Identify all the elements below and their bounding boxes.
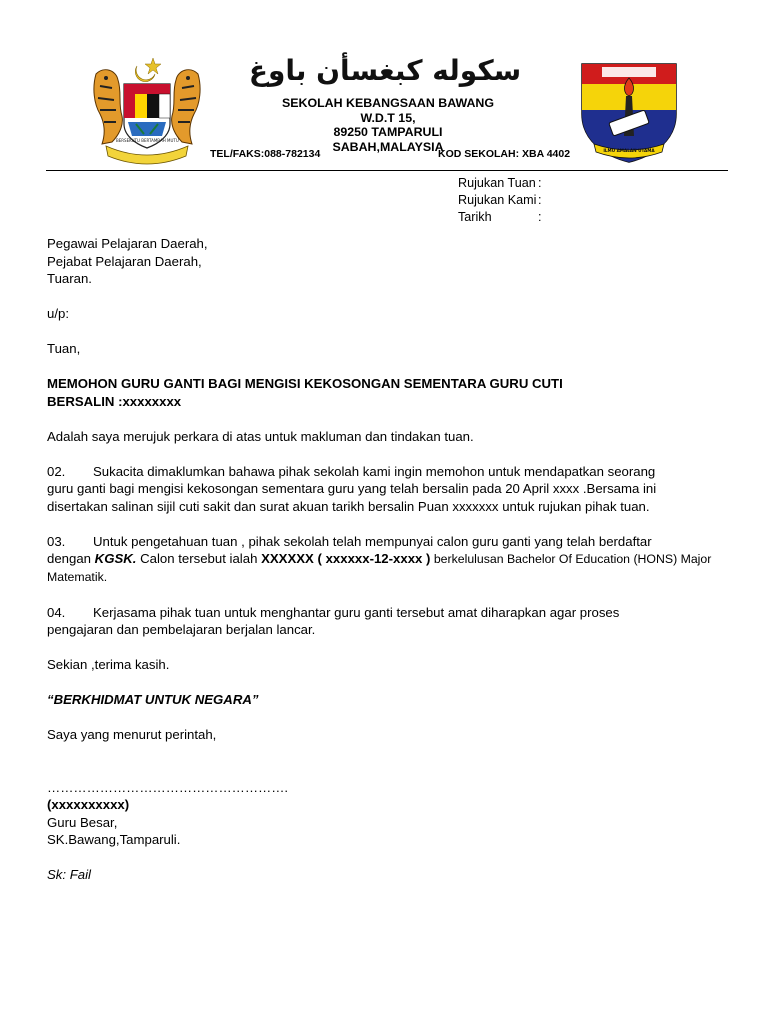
ref-label-rujukan-kami: Rujukan Kami xyxy=(458,193,537,207)
ref-colon: : xyxy=(538,193,542,207)
reference-block xyxy=(458,175,548,226)
paragraph-04-line-1: 04. Kerjasama pihak tuan untuk menghantar guru ganti tersebut amat diharapkan agar proses xyxy=(47,604,620,620)
motto: “BERKHIDMAT UNTUK NEGARA” xyxy=(47,692,259,707)
attention-line: u/p: xyxy=(47,306,69,321)
svg-text:سكوله كبغسأن باوغ: سكوله كبغسأن باوغ xyxy=(248,54,522,87)
recipient-line-3: Tuaran. xyxy=(47,271,92,286)
ref-colon: : xyxy=(538,210,542,224)
ref-label-tarikh: Tarikh xyxy=(458,210,492,224)
jawi-school-name xyxy=(248,48,522,92)
recipient-line-2: Pejabat Pelajaran Daerah, xyxy=(47,253,202,269)
paragraph-03-line-1: 03. Untuk pengetahuan tuan , pihak sekolah telah mempunyai calon guru ganti yang telah berdaftar xyxy=(47,533,652,549)
signature-line: ………………………………………………. xyxy=(47,779,289,795)
paragraph-number: 04. xyxy=(47,604,66,620)
ref-row xyxy=(458,175,548,192)
paragraph-number: 02. xyxy=(47,463,66,479)
coat-of-arms-icon xyxy=(88,52,206,168)
signatory-name: (xxxxxxxxxx) xyxy=(47,797,130,812)
intro-paragraph: Adalah saya merujuk perkara di atas untuk makluman dan tindakan tuan. xyxy=(47,428,474,444)
recipient-line-1: Pegawai Pelajaran Daerah, xyxy=(47,236,208,251)
paragraph-03-line-2: dengan KGSK. Calon tersebut ialah XXXXXX ( xxxxxx-12-xxxx ) berkelulusan Bachelor Of Education (HONS) Major xyxy=(47,551,712,566)
signatory-title: Guru Besar, xyxy=(47,814,118,830)
subject-line-2: BERSALIN :xxxxxxxx xyxy=(47,393,182,409)
kod-sekolah: KOD SEKOLAH: XBA 4402 xyxy=(438,148,571,160)
right-crest-motto: ILMU AMALAN UTAMA xyxy=(603,148,655,153)
candidate-ic: ( xxxxxx-12-xxxx ) xyxy=(313,551,431,566)
paragraph-02-line-1: 02. Sukacita dimaklumkan bahawa pihak sekolah kami ingin memohon untuk mendapatkan seorang xyxy=(47,463,656,479)
school-badge-icon xyxy=(574,56,684,166)
kgsk-text: KGSK. xyxy=(94,551,137,566)
sign-off: Saya yang menurut perintah, xyxy=(47,727,217,742)
paragraph-02-line-3: disertakan salinan sijil cuti sakit dan surat akuan tarikh bersalin Puan xxxxxxx untuk rujukan pihak tuan. xyxy=(47,498,650,514)
school-address-block xyxy=(270,96,506,154)
paragraph-02-line-2: guru ganti bagi mengisi kekosongan sementara guru yang telah bersalin pada 20 April xxxx .Bersama ini xyxy=(47,481,657,496)
subject-line-1: MEMOHON GURU GANTI BAGI MENGISI KEKOSONGAN SEMENTARA GURU CUTI xyxy=(47,376,563,391)
paragraph-number: 03. xyxy=(47,533,66,549)
address-line-1: W.D.T 15, xyxy=(360,110,416,125)
candidate-name: XXXXXX xyxy=(261,551,314,566)
address-line-2: 89250 TAMPARULI xyxy=(333,125,443,139)
copy-to: Sk: Fail xyxy=(47,867,91,882)
letter-body xyxy=(47,235,729,884)
closing-line: Sekian ,terima kasih. xyxy=(47,657,170,672)
address-line-3: SABAH,MALAYSIA xyxy=(332,139,444,154)
tel-faks: TEL/FAKS:088-782134 xyxy=(210,148,321,160)
salutation: Tuan, xyxy=(47,341,81,356)
ref-label-rujukan-tuan: Rujukan Tuan xyxy=(458,176,536,190)
paragraph-03-line-3: Matematik. xyxy=(47,569,108,584)
ref-colon: : xyxy=(538,176,542,190)
signatory-school: SK.Bawang,Tamparuli. xyxy=(47,832,181,847)
ref-row xyxy=(458,192,548,209)
header-divider xyxy=(46,170,728,171)
ref-row xyxy=(458,209,548,226)
paragraph-04-line-2: pengajaran dan pembelajaran berjalan lancar. xyxy=(47,622,316,637)
left-crest-motto: BERSEKUTU BERTAMBAH MUTU xyxy=(116,138,179,143)
school-name: SEKOLAH KEBANGSAAN BAWANG xyxy=(281,96,495,110)
